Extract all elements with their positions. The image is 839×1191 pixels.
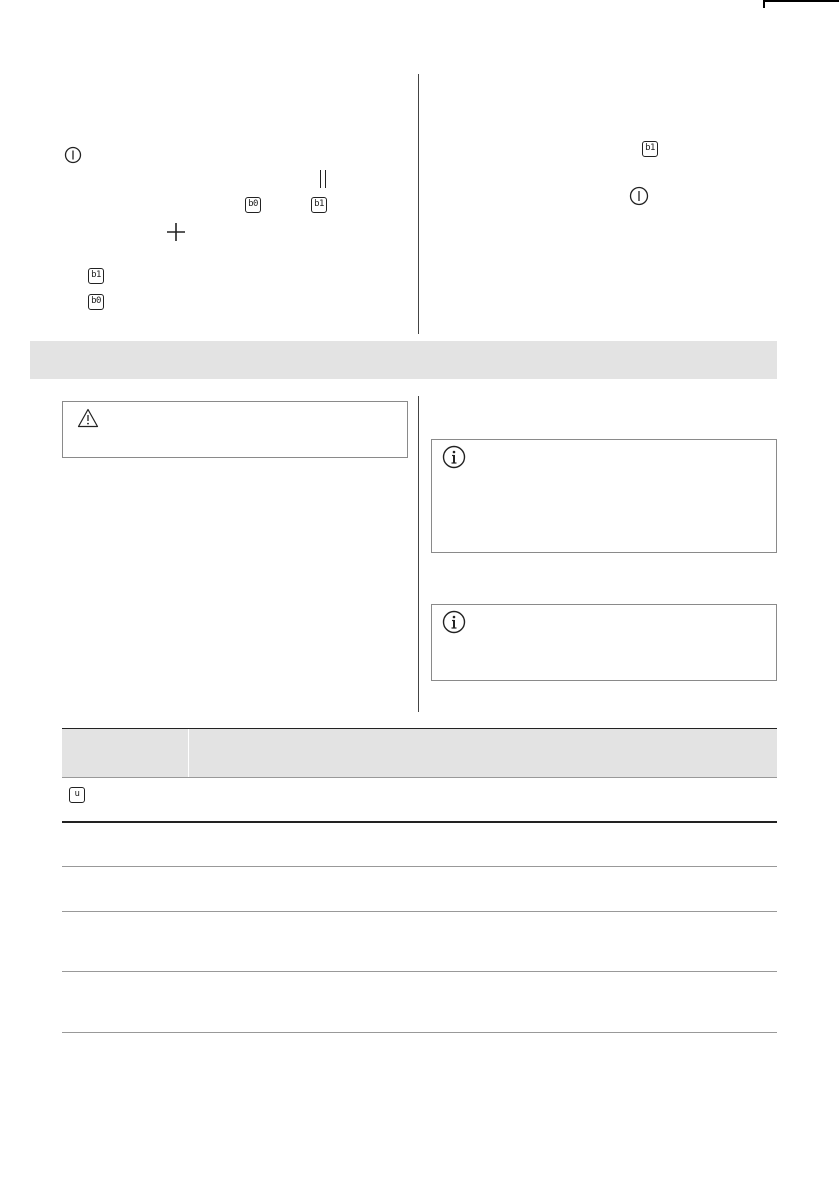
column-divider-bottom bbox=[418, 396, 419, 712]
display-u-icon: u bbox=[69, 787, 85, 803]
display-b1-icon: b1 bbox=[642, 141, 658, 157]
display-b1-icon: b1 bbox=[311, 197, 327, 213]
table-row bbox=[62, 823, 777, 866]
warning-icon bbox=[77, 408, 99, 428]
plus-icon bbox=[166, 222, 186, 242]
table-header bbox=[62, 729, 777, 777]
warning-box bbox=[62, 401, 408, 458]
info-box bbox=[431, 604, 777, 681]
table-bottom-rule bbox=[62, 1032, 777, 1033]
info-icon bbox=[442, 610, 466, 634]
pause-icon bbox=[320, 170, 328, 188]
power-icon bbox=[629, 186, 649, 206]
display-b0-icon: b0 bbox=[88, 294, 104, 310]
table-row bbox=[62, 912, 777, 971]
table-row bbox=[62, 778, 777, 821]
power-icon bbox=[64, 146, 82, 164]
table-column-divider bbox=[188, 729, 189, 777]
crop-mark bbox=[763, 0, 839, 8]
info-icon bbox=[442, 445, 466, 469]
table-row bbox=[62, 972, 777, 1032]
section-header-band bbox=[30, 341, 777, 379]
display-b0-icon: b0 bbox=[245, 197, 261, 213]
info-box bbox=[431, 439, 777, 553]
column-divider-top bbox=[418, 74, 419, 334]
display-b1-icon: b1 bbox=[88, 268, 104, 284]
table-row bbox=[62, 867, 777, 911]
